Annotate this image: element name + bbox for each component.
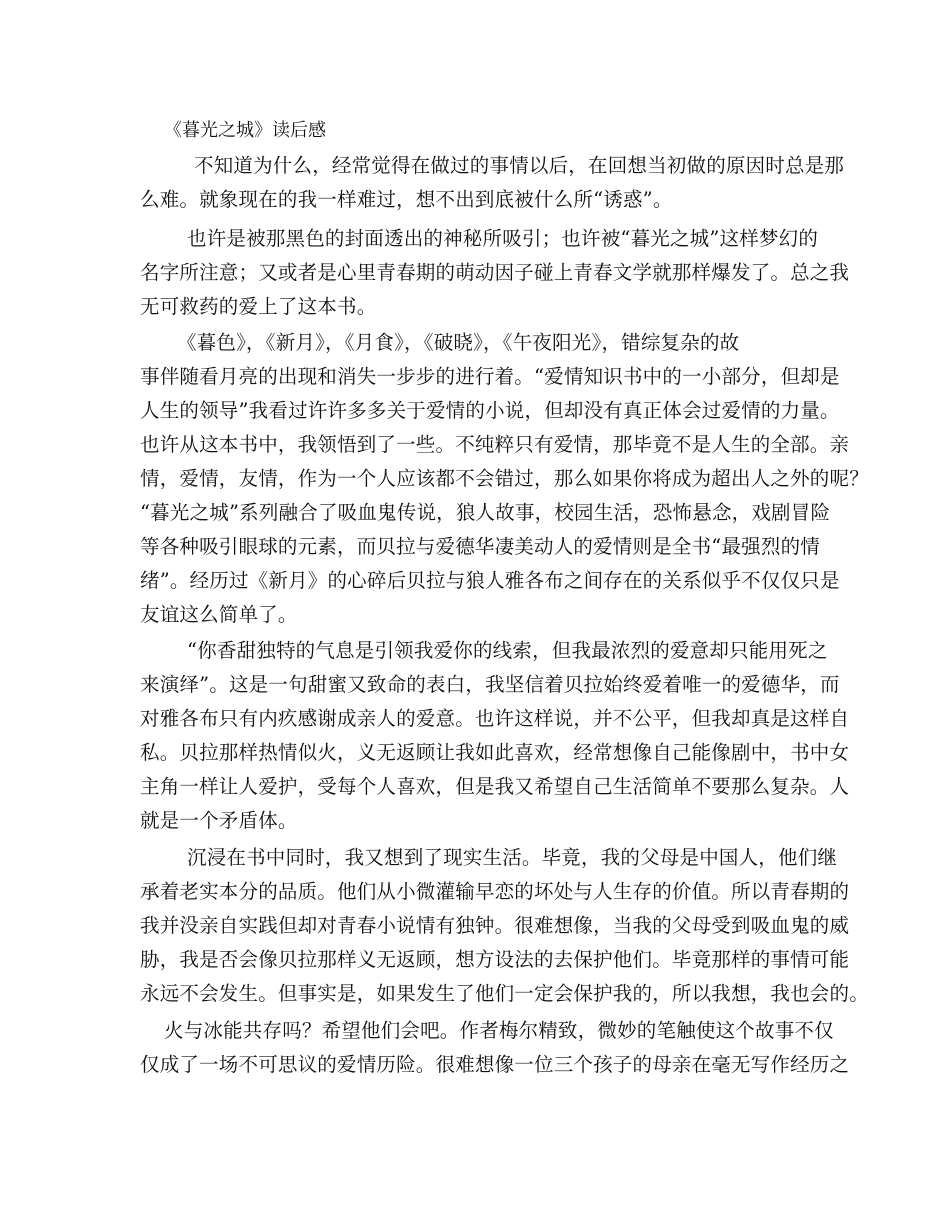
body-line: 火与冰能共存吗？希望他们会吧。作者梅尔精致，微妙的笔触使这个故事不仅 bbox=[164, 1019, 834, 1042]
body-line: 友谊这么简单了。 bbox=[140, 603, 298, 626]
body-line: 私。贝拉那样热情似火，义无返顾让我如此喜欢，经常想像自己能像剧中，书中女 bbox=[140, 741, 850, 764]
body-line: 对雅各布只有内疚感谢成亲人的爱意。也许这样说，并不公平，但我却真是这样自 bbox=[140, 707, 850, 730]
body-line: 承着老实本分的品质。他们从小微灌输早恋的坏处与人生存的价值。所以青春期的 bbox=[140, 880, 850, 903]
body-line: 就是一个矛盾体。 bbox=[140, 809, 298, 832]
body-line: 沉浸在书中同时，我又想到了现实生活。毕竟，我的父母是中国人，他们继 bbox=[187, 846, 838, 869]
body-line: 等各种吸引眼球的元素，而贝拉与爱德华凄美动人的爱情则是全书“最强烈的情 bbox=[140, 535, 820, 558]
body-line: 我并没亲自实践但却对青春小说情有独钟。很难想像，当我的父母受到吸血鬼的威 bbox=[140, 914, 850, 937]
body-line: 不知道为什么，经常觉得在做过的事情以后，在回想当初做的原因时总是那 bbox=[194, 154, 845, 177]
body-line: 事伴随看月亮的出现和消失一步步的进行着。“爱情知识书中的一小部分，但却是 bbox=[140, 365, 840, 388]
body-line: 主角一样让人爱护，受每个人喜欢，但是我又希望自己生活简单不要那么复杂。人 bbox=[140, 775, 850, 798]
body-line: 么难。就象现在的我一样难过，想不出到底被什么所“诱惑”。 bbox=[140, 188, 673, 211]
body-line: 也许是被那黑色的封面透出的神秘所吸引；也许被“暮光之城”这样梦幻的 bbox=[187, 227, 819, 250]
body-line: 也许从这本书中，我领悟到了一些。不纯粹只有爱情，那毕竟不是人生的全部。亲 bbox=[140, 433, 850, 456]
body-line: 无可救药的爱上了这本书。 bbox=[140, 295, 377, 318]
body-line: 情，爱情，友情，作为一个人应该都不会错过，那么如果你将成为超出人之外的呢？ bbox=[140, 467, 869, 490]
body-line: 名字所注意；又或者是心里青春期的萌动因子碰上青春文学就那样爆发了。总之我 bbox=[140, 261, 850, 284]
body-line: 永远不会发生。但事实是，如果发生了他们一定会保护我的，所以我想，我也会的。 bbox=[140, 982, 869, 1005]
body-line: 《暮色》，《新月》，《月食》，《破晓》，《午夜阳光》，错综复杂的故 bbox=[177, 331, 740, 354]
document-title: 《暮光之城》读后感 bbox=[164, 120, 326, 141]
body-line: 人生的领导”我看过许许多多关于爱情的小说，但却没有真正体会过爱情的力量。 bbox=[140, 399, 840, 422]
body-line: 仅成了一场不可思议的爱情历险。很难想像一位三个孩子的母亲在毫无写作经历之 bbox=[140, 1053, 850, 1076]
body-line: “你香甜独特的气息是引领我爱你的线索，但我最浓烈的爱意却只能用死之 bbox=[187, 639, 828, 662]
body-line: “暮光之城”系列融合了吸血鬼传说，狼人故事，校园生活，恐怖悬念，戏剧冒险 bbox=[140, 501, 831, 524]
body-line: 绪”。经历过《新月》的心碎后贝拉与狼人雅各布之间存在的关系似乎不仅仅只是 bbox=[140, 569, 840, 592]
body-line: 胁，我是否会像贝拉那样义无返顾，想方设法的去保护他们。毕竟那样的事情可能 bbox=[140, 948, 850, 971]
body-line: 来演绎”。这是一句甜蜜又致命的表白，我坚信着贝拉始终爱着唯一的爱德华，而 bbox=[140, 673, 840, 696]
